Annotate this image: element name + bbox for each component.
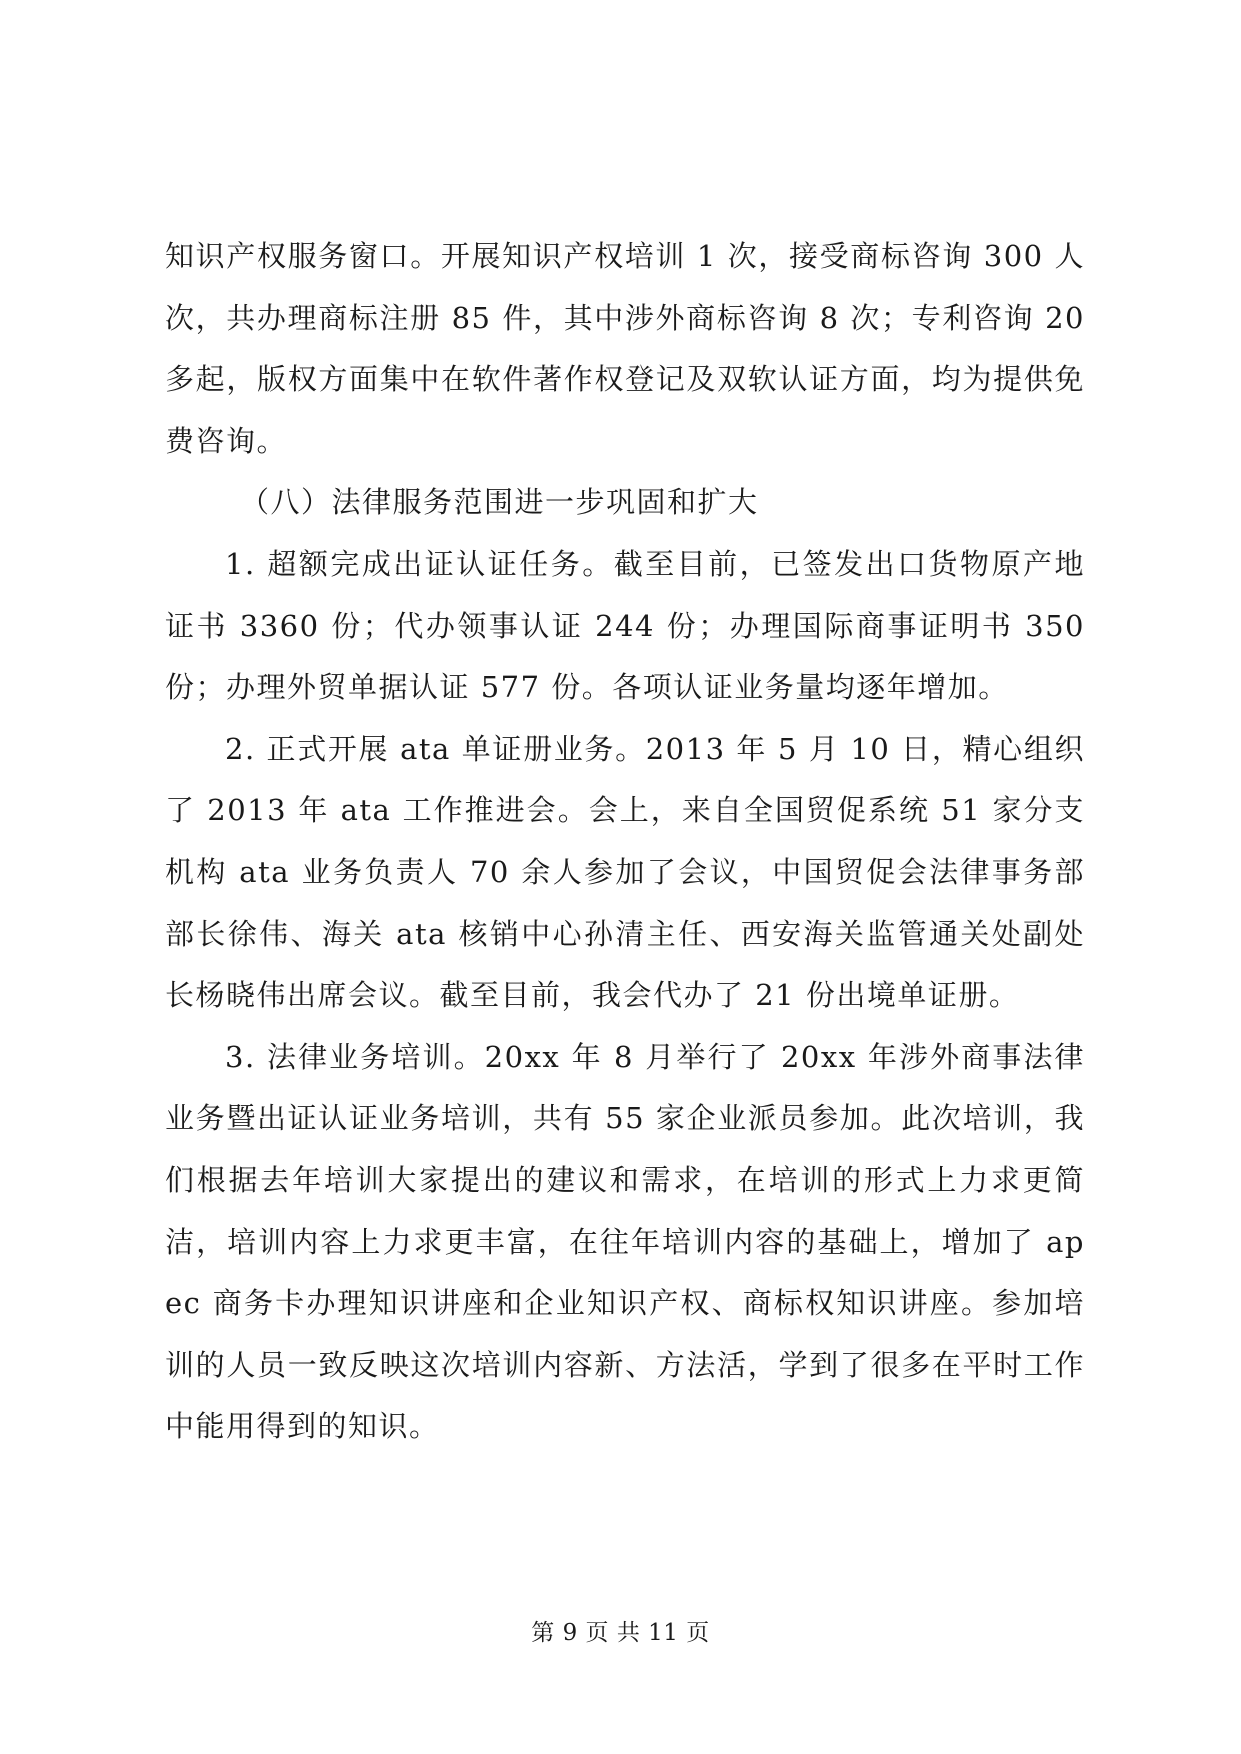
- page-number-footer: 第 9 页 共 11 页: [531, 1620, 710, 1646]
- section-heading-legal-services: （八）法律服务范围进一步巩固和扩大: [240, 485, 759, 520]
- paragraph-certification-tasks: 1. 超额完成出证认证任务。截至目前，已签发出口货物原产地证书 3360 份；代办领事认证 244 份；办理国际商事证明书 350 份；办理外贸单据认证 577 份。各项认证业务量均逐年增加。: [165, 546, 1085, 705]
- paragraph-ata-carnet: 2. 正式开展 ata 单证册业务。2013 年 5 月 10 日，精心组织了 2013 年 ata 工作推进会。会上，来自全国贸促系统 51 家分支机构 ata 业务负责人 70 余人参加了会议，中国贸促会法律事务部部长徐伟、海关 ata 核销中心孙清主任、西安海关监管通关处副处长杨晓伟出席会议。截至目前，我会代办了 21 份出境单证册。: [165, 731, 1085, 1013]
- document-body: [165, 226, 1085, 1458]
- paragraph-legal-training: 3. 法律业务培训。20xx 年 8 月举行了 20xx 年涉外商事法律业务暨出证认证业务培训，共有 55 家企业派员参加。此次培训，我们根据去年培训大家提出的建议和需求，在培训的形式上力求更简洁，培训内容上力求更丰富，在往年培训内容的基础上，增加了 apec 商务卡办理知识讲座和企业知识产权、商标权知识讲座。参加培训的人员一致反映这次培训内容新、方法活，学到了很多在平时工作中能用得到的知识。: [165, 1039, 1085, 1444]
- paragraph-ip-services: 知识产权服务窗口。开展知识产权培训 1 次，接受商标咨询 300 人次，共办理商标注册 85 件，其中涉外商标咨询 8 次；专利咨询 20 多起，版权方面集中在软件著作权登记及双软认证方面，均为提供免费咨询。: [165, 239, 1085, 458]
